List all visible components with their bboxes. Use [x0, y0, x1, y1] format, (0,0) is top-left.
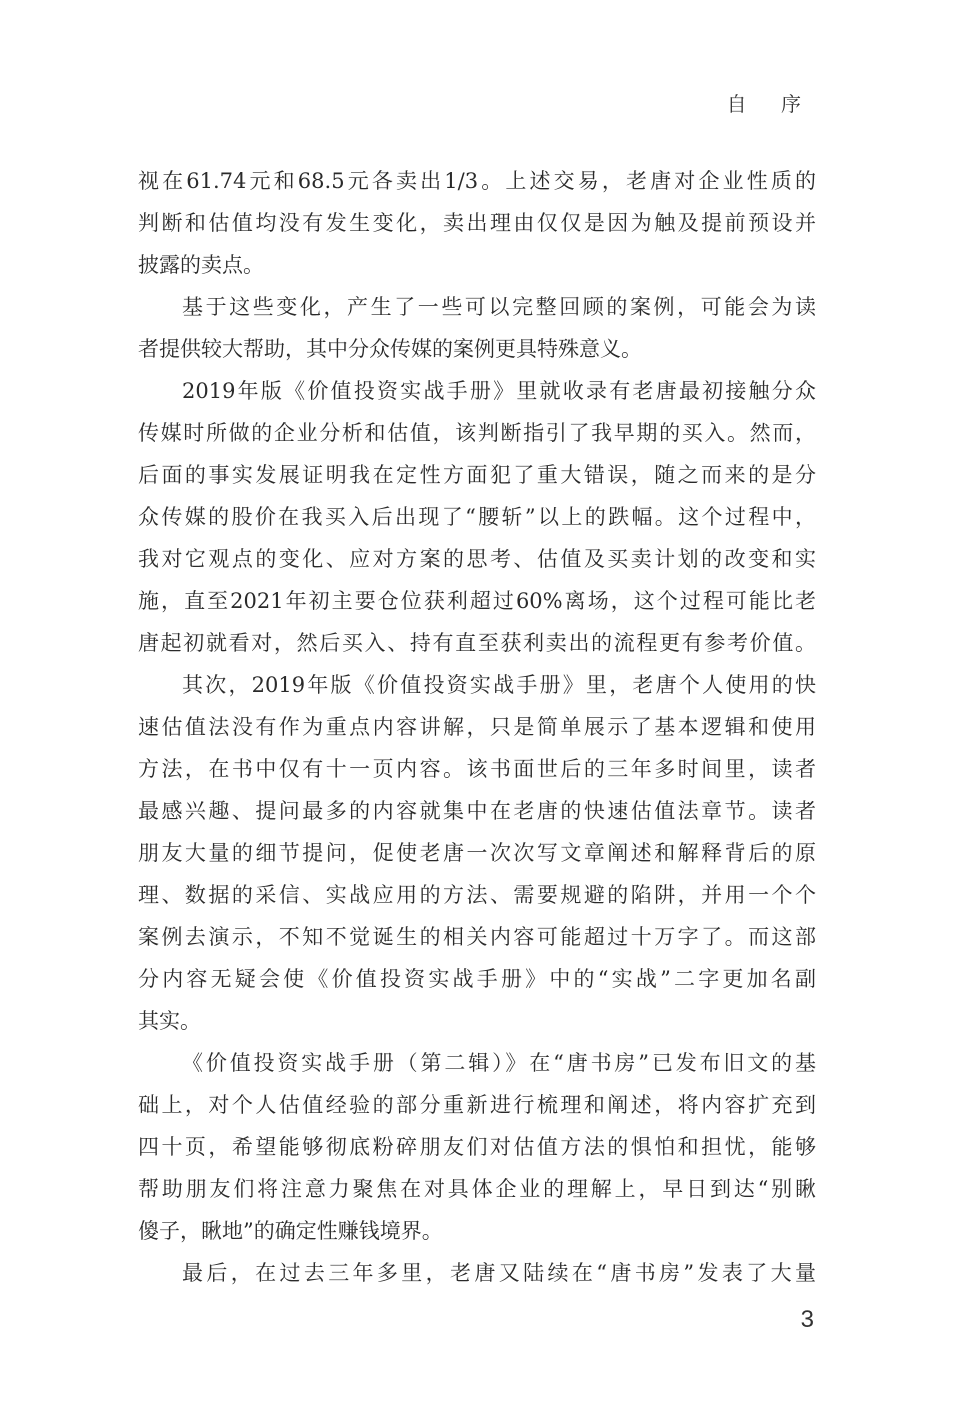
text-line: 众传媒的股价在我买入后出现了“腰斩”以上的跌幅。这个过程中， [138, 505, 816, 529]
text-line: 其次，2019年版《价值投资实战手册》里，老唐个人使用的快 [182, 673, 816, 697]
text-line: 案例去演示，不知不觉诞生的相关内容可能超过十万字了。而这部 [138, 925, 816, 949]
text-line: 分内容无疑会使《价值投资实战手册》中的“实战”二字更加名副 [138, 967, 816, 991]
text-line: 朋友大量的细节提问，促使老唐一次次写文章阐述和解释背后的原 [138, 841, 816, 865]
running-head: 自 序 [726, 92, 815, 116]
text-line: 我对它观点的变化、应对方案的思考、估值及买卖计划的改变和实 [138, 547, 816, 571]
text-line: 帮助朋友们将注意力聚焦在对具体企业的理解上，早日到达“别瞅 [138, 1177, 816, 1201]
text-line: 四十页，希望能够彻底粉碎朋友们对估值方法的惧怕和担忧，能够 [138, 1135, 816, 1159]
text-line: 最感兴趣、提问最多的内容就集中在老唐的快速估值法章节。读者 [138, 799, 816, 823]
text-line: 视在61.74元和68.5元各卖出1/3。上述交易，老唐对企业性质的 [138, 169, 816, 193]
text-line: 2019年版《价值投资实战手册》里就收录有老唐最初接触分众 [182, 379, 816, 403]
text-line: 施，直至2021年初主要仓位获利超过60%离场，这个过程可能比老 [138, 589, 816, 613]
text-line: 理、数据的采信、实战应用的方法、需要规避的陷阱，并用一个个 [138, 883, 816, 907]
text-line: 其实。 [138, 1009, 201, 1033]
text-line: 披露的卖点。 [138, 253, 264, 277]
text-line: 方法，在书中仅有十一页内容。该书面世后的三年多时间里，读者 [138, 757, 816, 781]
text-line: 传媒时所做的企业分析和估值，该判断指引了我早期的买入。然而， [138, 421, 816, 445]
page-number: 3 [800, 1306, 814, 1333]
text-line: 最后，在过去三年多里，老唐又陆续在“唐书房”发表了大量 [182, 1261, 816, 1285]
text-line: 傻子，瞅地”的确定性赚钱境界。 [138, 1219, 443, 1243]
text-line: 《价值投资实战手册（第二辑）》在“唐书房”已发布旧文的基 [182, 1051, 816, 1075]
text-line: 唐起初就看对，然后买入、持有直至获利卖出的流程更有参考价值。 [138, 631, 816, 655]
text-line: 础上，对个人估值经验的部分重新进行梳理和阐述，将内容扩充到 [138, 1093, 816, 1117]
text-line: 速估值法没有作为重点内容讲解，只是简单展示了基本逻辑和使用 [138, 715, 816, 739]
body-text [138, 160, 816, 1294]
text-line: 后面的事实发展证明我在定性方面犯了重大错误，随之而来的是分 [138, 463, 816, 487]
text-line: 判断和估值均没有发生变化，卖出理由仅仅是因为触及提前预设并 [138, 211, 816, 235]
text-line: 基于这些变化，产生了一些可以完整回顾的案例，可能会为读 [182, 295, 816, 319]
text-line: 者提供较大帮助，其中分众传媒的案例更具特殊意义。 [138, 337, 642, 361]
